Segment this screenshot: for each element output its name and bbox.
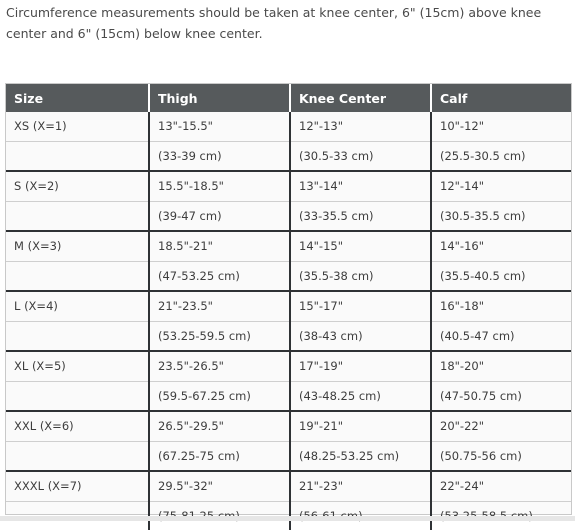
table-row-centimeters: [6, 381, 571, 411]
thigh-inches-cell: 15.5"-18.5": [149, 171, 290, 201]
size-cell: S (X=2): [6, 171, 149, 201]
table-row-inches: [6, 112, 571, 141]
bottom-divider: [0, 516, 575, 521]
calf-inches-cell: 22"-24": [431, 471, 571, 501]
header-thigh: Thigh: [149, 84, 290, 112]
empty-size-cell: [6, 141, 149, 171]
table-row-inches: [6, 351, 571, 381]
knee-inches-cell: 17"-19": [290, 351, 431, 381]
knee-cm-cell: (38-43 cm): [290, 321, 431, 351]
knee-cm-cell: (33-35.5 cm): [290, 201, 431, 231]
thigh-cm-cell: (67.25-75 cm): [149, 441, 290, 471]
knee-inches-cell: 19"-21": [290, 411, 431, 441]
size-cell: M (X=3): [6, 231, 149, 261]
empty-size-cell: [6, 441, 149, 471]
header-knee-center: Knee Center: [290, 84, 431, 112]
calf-cm-cell: (40.5-47 cm): [431, 321, 571, 351]
thigh-inches-cell: 26.5"-29.5": [149, 411, 290, 441]
thigh-inches-cell: 13"-15.5": [149, 112, 290, 141]
size-cell: XL (X=5): [6, 351, 149, 381]
knee-cm-cell: (48.25-53.25 cm): [290, 441, 431, 471]
empty-size-cell: [6, 261, 149, 291]
table-row-inches: [6, 411, 571, 441]
thigh-inches-cell: 21"-23.5": [149, 291, 290, 321]
knee-cm-cell: (35.5-38 cm): [290, 261, 431, 291]
calf-cm-cell: (47-50.75 cm): [431, 381, 571, 411]
thigh-inches-cell: 29.5"-32": [149, 471, 290, 501]
calf-inches-cell: 18"-20": [431, 351, 571, 381]
size-cell: XS (X=1): [6, 112, 149, 141]
table-row-centimeters: [6, 201, 571, 231]
table-row-inches: [6, 471, 571, 501]
header-size: Size: [6, 84, 149, 112]
knee-inches-cell: 13"-14": [290, 171, 431, 201]
calf-cm-cell: (35.5-40.5 cm): [431, 261, 571, 291]
thigh-cm-cell: (53.25-59.5 cm): [149, 321, 290, 351]
table-row-centimeters: [6, 321, 571, 351]
calf-inches-cell: 14"-16": [431, 231, 571, 261]
knee-cm-cell: (43-48.25 cm): [290, 381, 431, 411]
table-row-centimeters: [6, 261, 571, 291]
size-cell: XXXL (X=7): [6, 471, 149, 501]
calf-inches-cell: 10"-12": [431, 112, 571, 141]
table-row-centimeters: [6, 441, 571, 471]
thigh-inches-cell: 18.5"-21": [149, 231, 290, 261]
thigh-cm-cell: (47-53.25 cm): [149, 261, 290, 291]
empty-size-cell: [6, 201, 149, 231]
calf-cm-cell: (25.5-30.5 cm): [431, 141, 571, 171]
calf-cm-cell: (50.75-56 cm): [431, 441, 571, 471]
knee-inches-cell: 21"-23": [290, 471, 431, 501]
calf-cm-cell: (30.5-35.5 cm): [431, 201, 571, 231]
knee-cm-cell: (30.5-33 cm): [290, 141, 431, 171]
size-cell: L (X=4): [6, 291, 149, 321]
knee-inches-cell: 12"-13": [290, 112, 431, 141]
thigh-cm-cell: (39-47 cm): [149, 201, 290, 231]
size-chart-table: [6, 84, 571, 530]
size-chart: [5, 83, 572, 515]
thigh-inches-cell: 23.5"-26.5": [149, 351, 290, 381]
header-calf: Calf: [431, 84, 571, 112]
header-row: [6, 84, 571, 112]
empty-size-cell: [6, 321, 149, 351]
table-row-inches: [6, 171, 571, 201]
empty-size-cell: [6, 381, 149, 411]
calf-inches-cell: 16"-18": [431, 291, 571, 321]
table-row-inches: [6, 291, 571, 321]
thigh-cm-cell: (59.5-67.25 cm): [149, 381, 290, 411]
thigh-cm-cell: (33-39 cm): [149, 141, 290, 171]
size-cell: XXL (X=6): [6, 411, 149, 441]
table-row-centimeters: [6, 141, 571, 171]
calf-inches-cell: 20"-22": [431, 411, 571, 441]
measurement-instructions: Circumference measurements should be taken at knee center, 6" (15cm) above knee center and 6" (15cm) below knee center.: [6, 5, 542, 41]
calf-inches-cell: 12"-14": [431, 171, 571, 201]
table-row-inches: [6, 231, 571, 261]
knee-inches-cell: 14"-15": [290, 231, 431, 261]
knee-inches-cell: 15"-17": [290, 291, 431, 321]
